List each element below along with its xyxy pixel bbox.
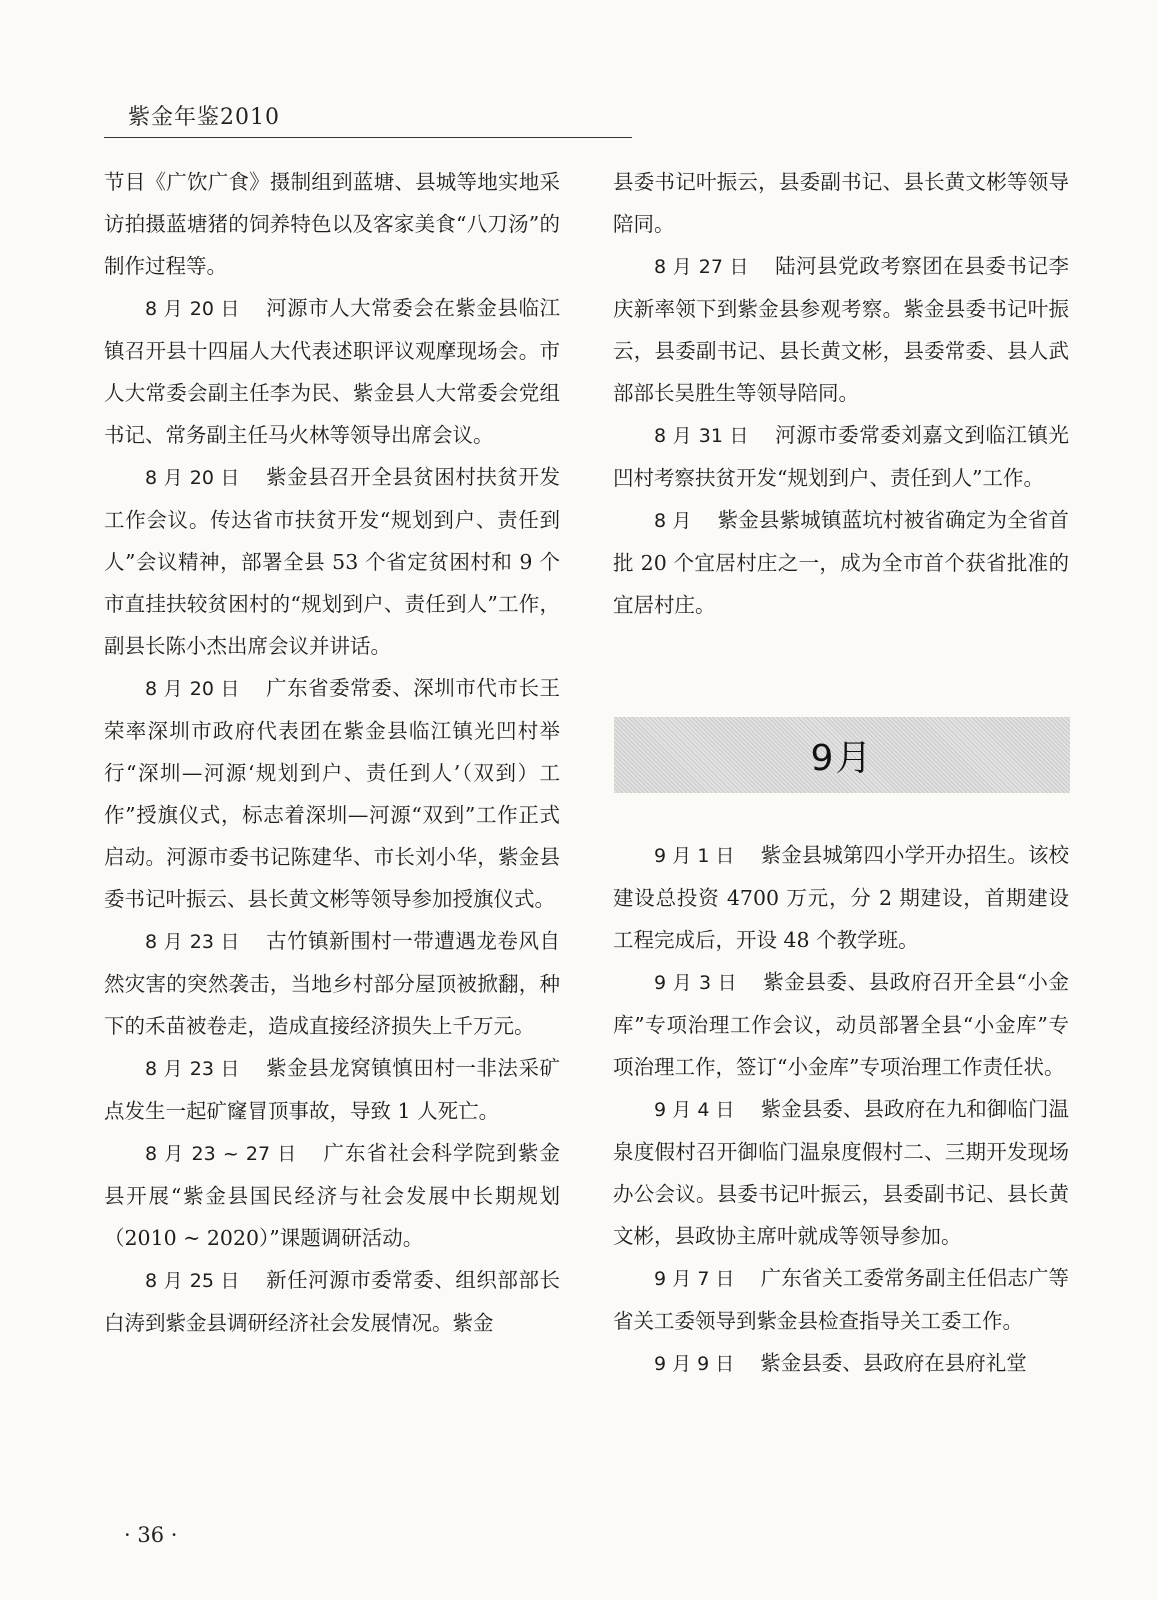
entry-date: 8 月 23 ~ 27 日 — [145, 1143, 298, 1165]
entry — [104, 1132, 560, 1259]
entry-date: 9 月 4 日 — [654, 1099, 735, 1121]
entry-date: 8 月 20 日 — [145, 298, 241, 320]
entry-text: 紫金县城第四小学开办招生。该校建设总投资 4700 万元，分 2 期建设，首期建设工程完成后，开设 48 个教学班。 — [613, 843, 1070, 952]
left-column — [104, 161, 560, 1344]
entry — [613, 1088, 1069, 1257]
continuation-text: 县委书记叶振云，县委副书记、县长黄文彬等领导陪同。 — [613, 170, 1069, 236]
entry — [613, 961, 1069, 1088]
entry-text: 紫金县委、县政府在九和御临门温泉度假村召开御临门温泉度假村二、三期开发现场办公会议。县委书记叶振云，县委副书记、县长黄文彬，县政协主席叶就成等领导参加。 — [613, 1097, 1070, 1248]
entry-date: 8 月 31 日 — [654, 425, 750, 447]
continuation-text: 节目《广饮广食》摄制组到蓝塘、县城等地实地采访拍摄蓝塘猪的饲养特色以及客家美食“八刀汤”的制作过程等。 — [104, 170, 560, 278]
entry-text: 河源市人大常委会在紫金县临江镇召开县十四届人大代表述职评议观摩现场会。市人大常委会副主任李为民、紫金县人大常委会党组书记、常务副主任马火林等领导出席会议。 — [104, 296, 561, 447]
entry-text: 新任河源市委常委、组织部部长白涛到紫金县调研经济社会发展情况。紫金 — [104, 1268, 561, 1335]
right-column-top — [613, 161, 1069, 626]
page-number: · 36 · — [124, 1523, 178, 1547]
entry-text: 紫金县紫城镇蓝坑村被省确定为全省首批 20 个宜居村庄之一，成为全市首个获省批准的宜居村庄。 — [613, 508, 1070, 617]
entry-date: 9 月 9 日 — [654, 1353, 735, 1375]
entry-text: 古竹镇新围村一带遭遇龙卷风自然灾害的突然袭击，当地乡村部分屋顶被掀翻，种下的禾苗被卷走，造成直接经济损失上千万元。 — [104, 929, 561, 1038]
entry-text: 广东省社会科学院到紫金县开展“紫金县国民经济与社会发展中长期规划（2010 ~ 2020）”课题调研活动。 — [104, 1141, 560, 1250]
entry-date: 9 月 3 日 — [654, 972, 738, 994]
header-rule — [104, 137, 632, 138]
entry — [613, 1257, 1069, 1342]
entry-date: 8 月 20 日 — [145, 678, 241, 700]
right-column-bottom — [613, 834, 1069, 1385]
entry-text: 紫金县委、县政府在县府礼堂 — [760, 1351, 1027, 1375]
entry-date: 9 月 7 日 — [654, 1268, 735, 1290]
entry — [104, 456, 560, 667]
entry — [613, 499, 1069, 626]
section-title: 9月 — [810, 737, 874, 779]
entry — [104, 1047, 560, 1132]
entry-text: 紫金县委、县政府召开全县“小金库”专项治理工作会议，动员部署全县“小金库”专项治理工作，签订“小金库”专项治理工作责任状。 — [613, 970, 1069, 1079]
entry — [104, 1259, 560, 1344]
entry-text: 广东省关工委常务副主任侣志广等省关工委领导到紫金县检查指导关工委工作。 — [613, 1266, 1070, 1333]
entry-text: 陆河县党政考察团在县委书记李庆新率领下到紫金县参观考察。紫金县委书记叶振云，县委副书记、县长黄文彬，县委常委、县人武部部长吴胜生等领导陪同。 — [613, 254, 1070, 405]
entry-date: 9 月 1 日 — [654, 845, 735, 867]
entry-text: 紫金县龙窝镇慎田村一非法采矿点发生一起矿窿冒顶事故，导致 1 人死亡。 — [104, 1056, 561, 1123]
entry-date: 8 月 — [654, 510, 692, 532]
entry — [104, 287, 560, 456]
entry-date: 8 月 23 日 — [145, 931, 241, 953]
entry — [613, 1342, 1069, 1385]
entry — [613, 414, 1069, 499]
entry — [104, 667, 560, 920]
running-header: 紫金年鉴2010 — [128, 105, 280, 130]
entry — [613, 245, 1069, 414]
entry-text: 广东省委常委、深圳市代市长王荣率深圳市政府代表团在紫金县临江镇光凹村举行“深圳—河源‘规划到户、责任到人’（双到）工作”授旗仪式，标志着深圳—河源“双到”工作正式启动。河源市委书记陈建华、市长刘小华，紫金县委书记叶振云、县长黄文彬等领导参加授旗仪式。 — [104, 676, 561, 911]
entry-date: 8 月 20 日 — [145, 467, 241, 489]
entry-text: 河源市委常委刘嘉文到临江镇光凹村考察扶贫开发“规划到户、责任到人”工作。 — [613, 423, 1070, 490]
section-banner — [614, 717, 1070, 793]
entry — [104, 920, 560, 1047]
entry-date: 8 月 23 日 — [145, 1058, 241, 1080]
entry — [613, 834, 1069, 961]
entry-date: 8 月 25 日 — [145, 1270, 241, 1292]
entry-text: 紫金县召开全县贫困村扶贫开发工作会议。传达省市扶贫开发“规划到户、责任到人”会议精神，部署全县 53 个省定贫困村和 9 个市直挂扶较贫困村的“规划到户、责任到人”工作，副县长陈小杰出席会议并讲话。 — [104, 465, 561, 658]
entry-date: 8 月 27 日 — [654, 256, 750, 278]
